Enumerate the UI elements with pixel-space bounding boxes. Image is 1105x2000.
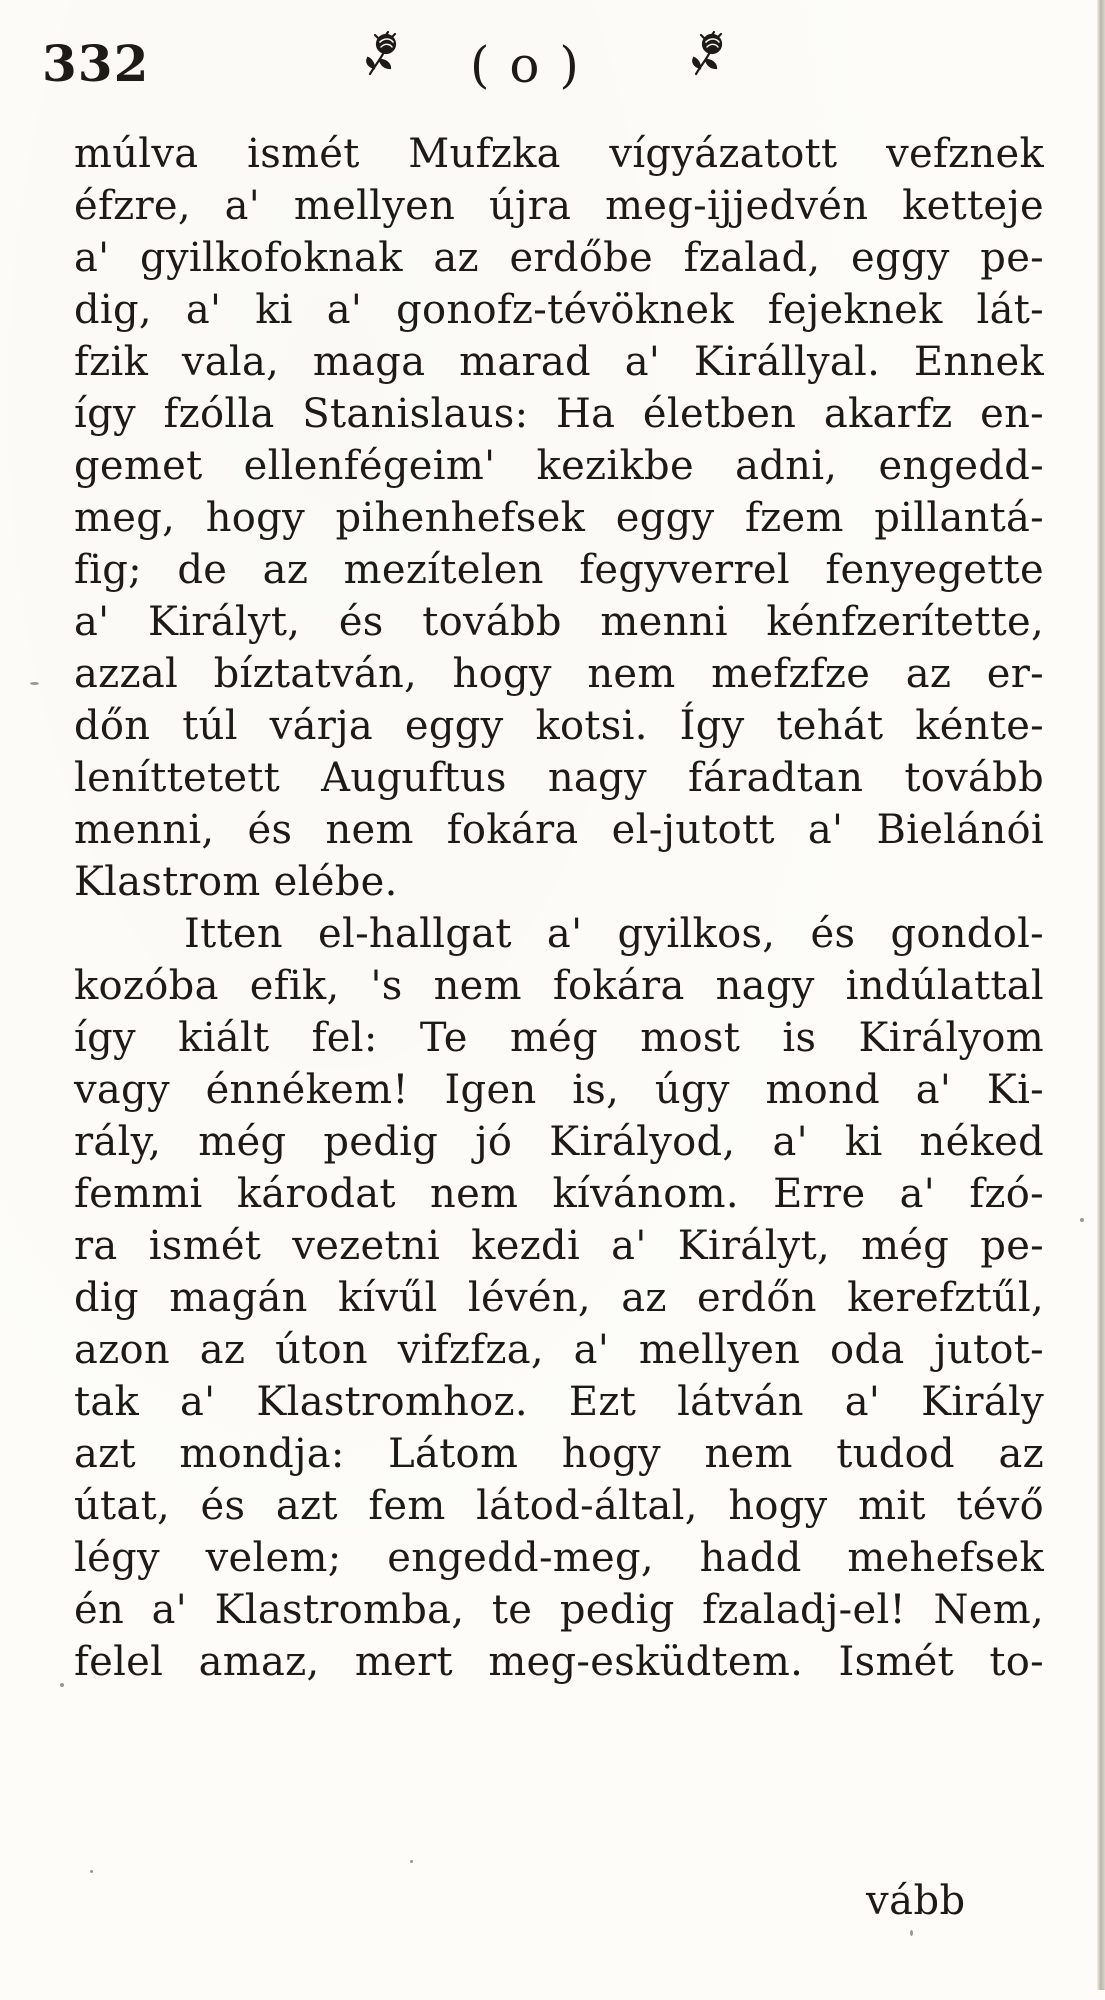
rose-vignette-icon-left-svg	[362, 30, 402, 80]
text-line: kozóba efik, 's nem fokára nagy indúlattal	[74, 963, 1044, 1009]
running-head: ( o )	[470, 36, 581, 94]
rose-vignette-icon-right-svg	[688, 30, 728, 80]
body-text	[74, 128, 1044, 1688]
margin-speck	[90, 1870, 93, 1873]
margin-speck	[410, 1860, 413, 1863]
text-line: azzal bíztatván, hogy nem mefzfze az er-	[74, 651, 1044, 697]
text-line: dig, a' ki a' gonofz-tévöknek fejeknek lát-	[74, 287, 1044, 333]
text-line: dig magán kívűl lévén, az erdőn kerefztűl,	[74, 1275, 1044, 1321]
text-line: menni, és nem fokára el-jutott a' Bielánói	[74, 807, 1044, 853]
rose-vignette-icon	[362, 30, 402, 80]
page-header	[42, 22, 792, 102]
text-line: leníttetett Auguftus nagy fáradtan tovább	[74, 755, 1044, 801]
catchword: vább	[866, 1878, 966, 1924]
text-line: femmi károdat nem kívánom. Erre a' fzó-	[74, 1171, 1044, 1217]
text-line: gemet ellenfégeim' kezikbe adni, engedd-	[74, 443, 1044, 489]
text-line: légy velem; engedd-meg, hadd mehefsek	[74, 1535, 1044, 1581]
text-line: így fzólla Stanislaus: Ha életben akarfz en-	[74, 391, 1044, 437]
rose-vignette-icon	[688, 30, 728, 80]
text-line: a' gyilkofoknak az erdőbe fzalad, eggy pe-	[74, 235, 1044, 281]
text-line: azon az úton vifzfza, a' mellyen oda jutot-	[74, 1327, 1044, 1373]
text-line: éfzre, a' mellyen újra meg-ijjedvén ketteje	[74, 183, 1044, 229]
text-line: vagy énnékem! Igen is, úgy mond a' Ki-	[74, 1067, 1044, 1113]
page-edge-shadow	[1097, 0, 1105, 1990]
text-line: meg, hogy pihenhefsek eggy fzem pillantá-	[74, 495, 1044, 541]
text-line: felel amaz, mert meg-esküdtem. Ismét to-	[74, 1639, 1044, 1685]
margin-speck	[30, 682, 39, 685]
text-line: fzik vala, maga marad a' Királlyal. Ennek	[74, 339, 1044, 385]
page-number: 332	[42, 34, 150, 93]
text-line: én a' Klastromba, te pedig fzaladj-el! Nem,	[74, 1587, 1044, 1633]
text-line: a' Királyt, és tovább menni kénfzerítette,	[74, 599, 1044, 645]
text-line: fig; de az mezítelen fegyverrel fenyegette	[74, 547, 1044, 593]
paragraph-1	[74, 128, 1044, 908]
text-line: azt mondja: Látom hogy nem tudod az	[74, 1431, 1044, 1477]
text-line: útat, és azt fem látod-által, hogy mit tévő	[74, 1483, 1044, 1529]
text-line: ra ismét vezetni kezdi a' Királyt, még pe-	[74, 1223, 1044, 1269]
text-line: Klastrom elébe.	[74, 859, 398, 905]
text-line: így kiált fel: Te még most is Királyom	[74, 1015, 1044, 1061]
text-line: rály, még pedig jó Királyod, a' ki néked	[74, 1119, 1044, 1165]
margin-speck	[1080, 1218, 1084, 1222]
margin-speck	[910, 1930, 913, 1936]
paragraph-2	[74, 908, 1044, 1688]
text-line: tak a' Klastromhoz. Ezt látván a' Király	[74, 1379, 1044, 1425]
text-line: múlva ismét Mufzka vígyázatott vefznek	[74, 131, 1044, 177]
margin-speck	[60, 1683, 64, 1687]
text-line: dőn túl várja eggy kotsi. Így tehát kénte-	[74, 703, 1044, 749]
text-line: Itten el-hallgat a' gyilkos, és gondol-	[184, 911, 1044, 957]
